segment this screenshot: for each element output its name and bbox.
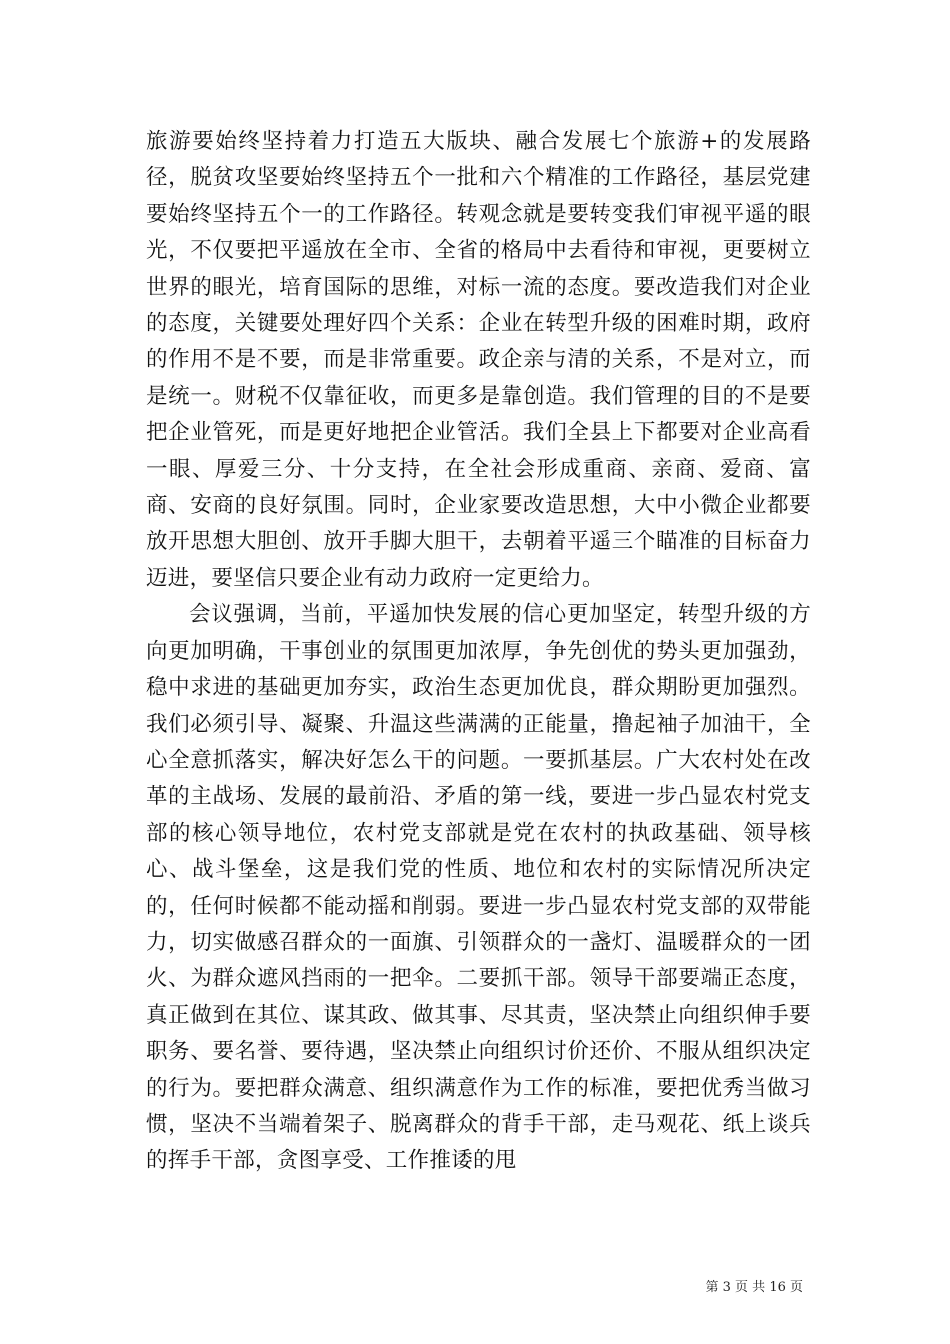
- page-number-footer: 第 3 页 共 16 页: [705, 1280, 803, 1295]
- body-text: [146, 124, 811, 1180]
- paragraph-1: 旅游要始终坚持着力打造五大版块、融合发展七个旅游+的发展路径，脱贫攻坚要始终坚持五个一批和六个精准的工作路径，基层党建要始终坚持五个一的工作路径。转观念就是要转变我们审视平遥的眼光，不仅要把平遥放在全市、全省的格局中去看待和审视，更要树立世界的眼光，培育国际的思维，对标一流的态度。要改造我们对企业的态度，关键要处理好四个关系：企业在转型升级的困难时期，政府的作用不是不要，而是非常重要。政企亲与清的关系，不是对立，而是统一。财税不仅靠征收，而更多是靠创造。我们管理的目的不是要把企业管死，而是更好地把企业管活。我们全县上下都要对企业高看一眼、厚爱三分、十分支持，在全社会形成重商、亲商、爱商、富商、安商的良好氛围。同时，企业家要改造思想，大中小微企业都要放开思想大胆创、放开手脚大胆干，去朝着平遥三个瞄准的目标奋力迈进，要坚信只要企业有动力政府一定更给力。: [146, 129, 811, 591]
- paragraph-2: 会议强调，当前，平遥加快发展的信心更加坚定，转型升级的方向更加明确，干事创业的氛围更加浓厚，争先创优的势头更加强劲，稳中求进的基础更加夯实，政治生态更加优良，群众期盼更加强烈。我们必须引导、凝聚、升温这些满满的正能量，撸起袖子加油干，全心全意抓落实，解决好怎么干的问题。一要抓基层。广大农村处在改革的主战场、发展的最前沿、矛盾的第一线，要进一步凸显农村党支部的核心领导地位，农村党支部就是党在农村的执政基础、领导核心、战斗堡垒，这是我们党的性质、地位和农村的实际情况所决定的，任何时候都不能动摇和削弱。要进一步凸显农村党支部的双带能力，切实做感召群众的一面旗、引领群众的一盏灯、温暖群众的一团火、为群众遮风挡雨的一把伞。二要抓干部。领导干部要端正态度，真正做到在其位、谋其政、做其事、尽其责，坚决禁止向组织伸手要职务、要名誉、要待遇，坚决禁止向组织讨价还价、不服从组织决定的行为。要把群众满意、组织满意作为工作的标准，要把优秀当做习惯，坚决不当端着架子、脱离群众的背手干部，走马观花、纸上谈兵的挥手干部，贪图享受、工作推诿的甩: [146, 602, 811, 1174]
